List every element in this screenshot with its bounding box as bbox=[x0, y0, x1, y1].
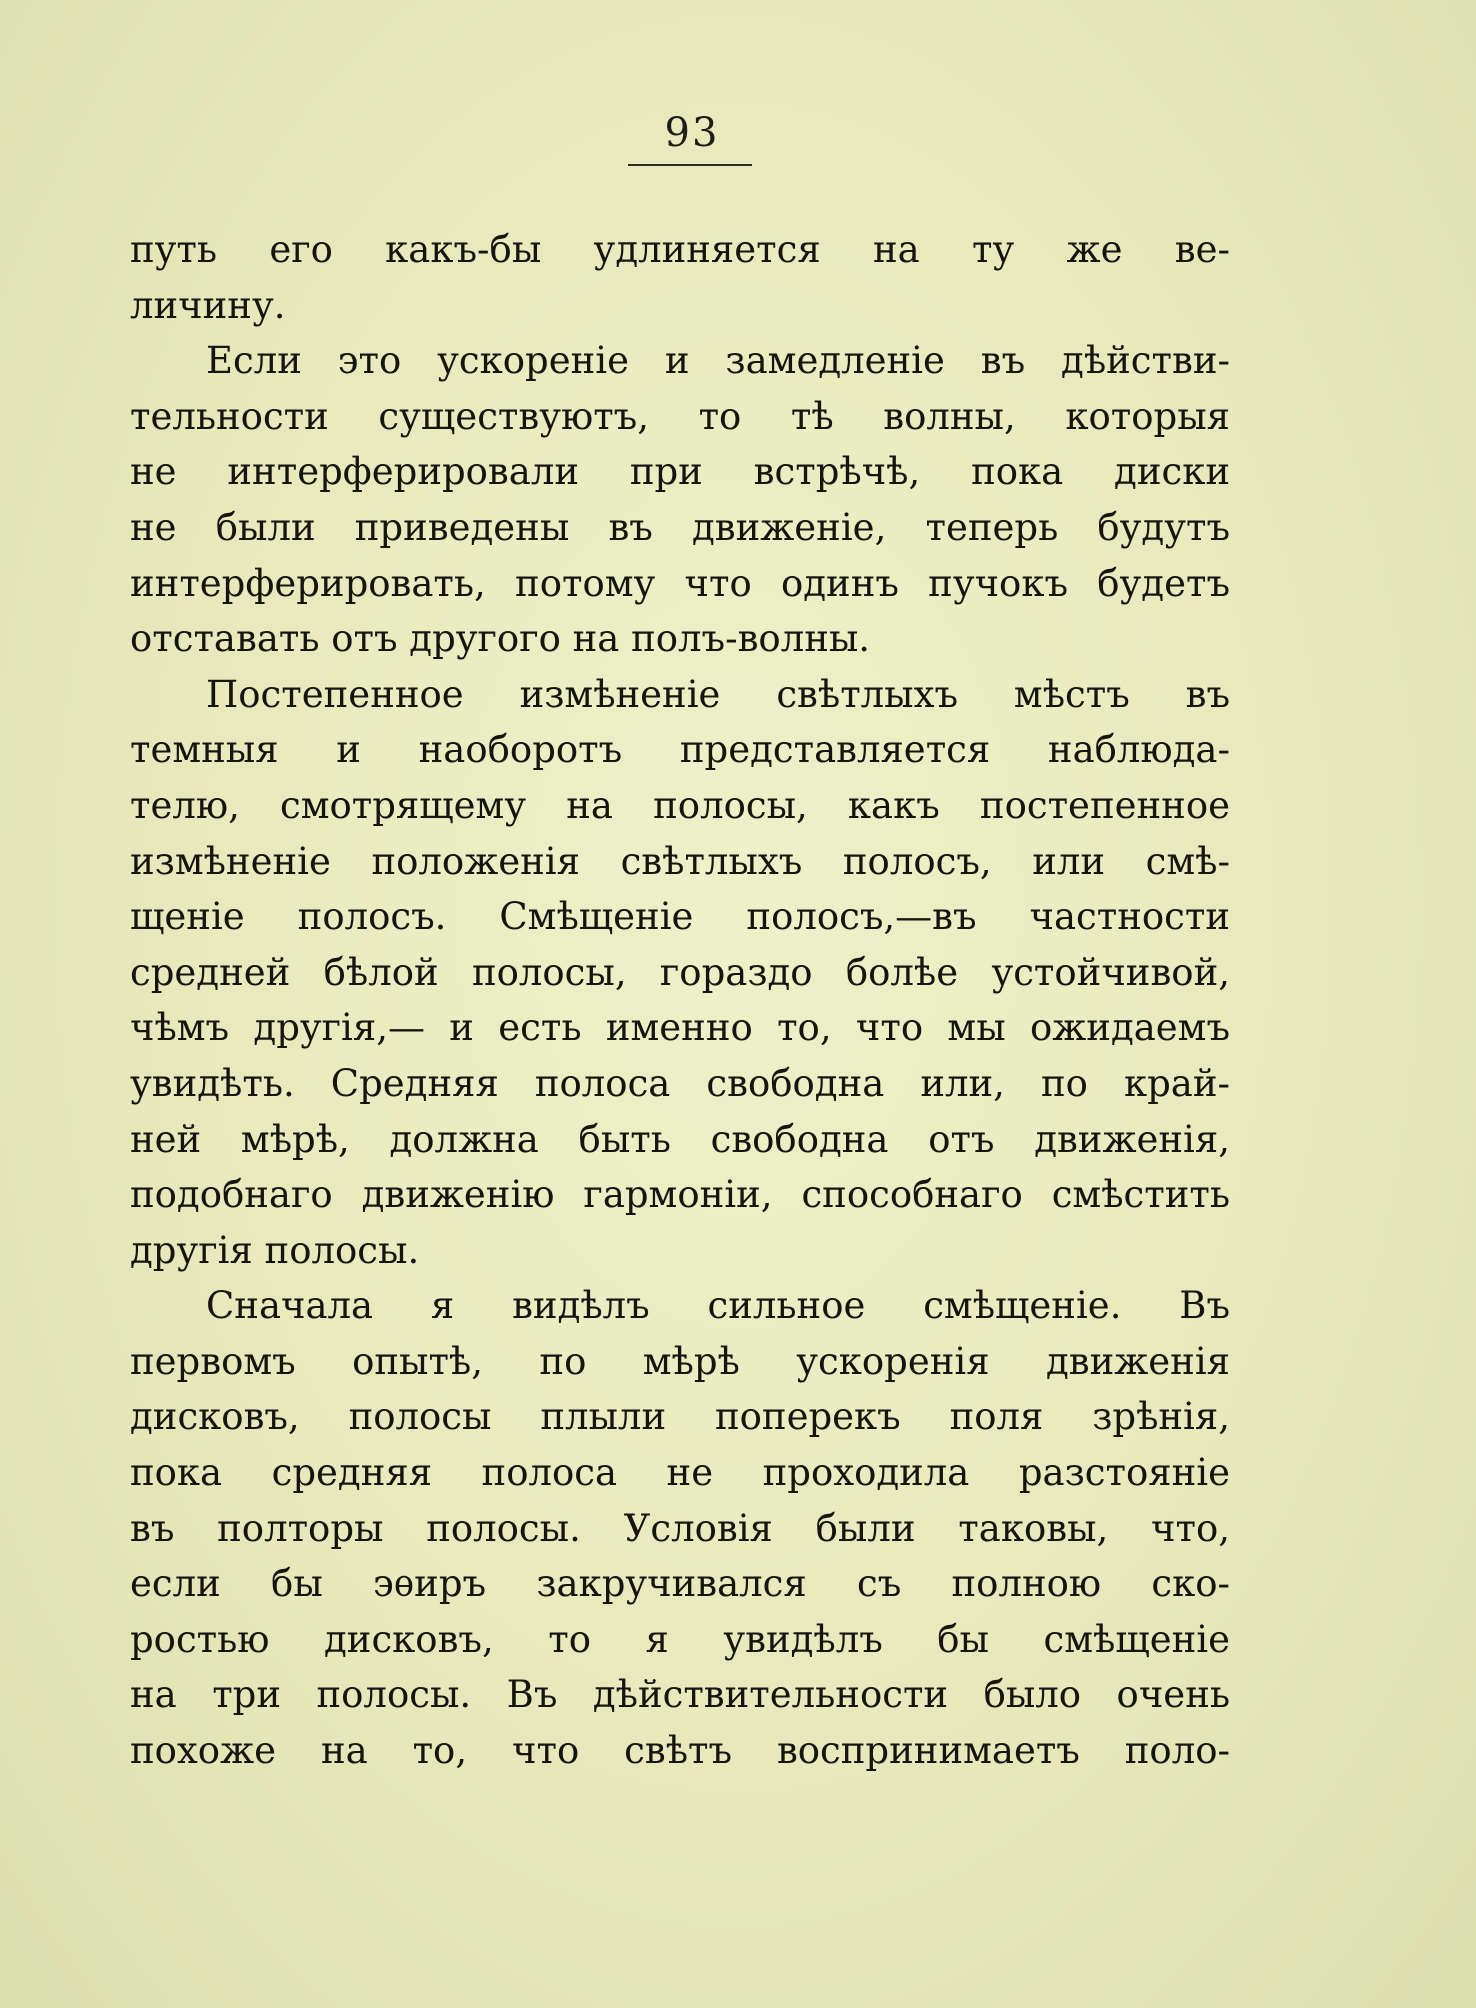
text-line: путь его какъ-бы удлиняется на ту же ве- bbox=[130, 228, 1230, 271]
text-line: отставать отъ другого на полъ-волны. bbox=[130, 617, 871, 661]
text-line: Постепенное измѣненіе свѣтлыхъ мѣстъ въ bbox=[206, 672, 1230, 716]
text-line: интерферировать, потому что одинъ пучокъ будетъ bbox=[130, 561, 1230, 605]
text-line: чѣмъ другія,— и есть именно то, что мы ожидаемъ bbox=[130, 1006, 1230, 1050]
page-number: 93 bbox=[664, 110, 720, 156]
text-line: другія полосы. bbox=[130, 1228, 420, 1272]
text-line: въ полторы полосы. Условія были таковы, что, bbox=[130, 1506, 1230, 1550]
text-line: темныя и наоборотъ представляется наблюда- bbox=[130, 728, 1230, 772]
text-line: средней бѣлой полосы, гораздо болѣе устойчивой, bbox=[130, 950, 1230, 994]
body-text bbox=[130, 222, 1230, 1779]
text-line: подобнаго движенію гармоніи, способнаго смѣстить bbox=[130, 1173, 1230, 1217]
text-line: пока средняя полоса не проходила разстояніе bbox=[130, 1451, 1230, 1495]
text-line: телю, смотрящему на полосы, какъ постепенное bbox=[130, 783, 1230, 827]
text-line: увидѣть. Средняя полоса свободна или, по край- bbox=[130, 1061, 1230, 1105]
text-line: похоже на то, что свѣтъ воспринимаетъ поло- bbox=[130, 1729, 1230, 1773]
text-line: ростью дисковъ, то я увидѣлъ бы смѣщеніе bbox=[130, 1617, 1230, 1661]
text-line: ней мѣрѣ, должна быть свободна отъ движенія, bbox=[130, 1117, 1230, 1161]
text-line: первомъ опытѣ, по мѣрѣ ускоренія движенія bbox=[130, 1339, 1230, 1383]
text-line: щеніе полосъ. Смѣщеніе полосъ,—въ частности bbox=[130, 895, 1230, 939]
text-line: личину. bbox=[130, 283, 286, 327]
text-line: Сначала я видѣлъ сильное смѣщеніе. Въ bbox=[206, 1284, 1230, 1328]
text-line: не интерферировали при встрѣчѣ, пока диски bbox=[130, 450, 1230, 494]
page-number-rule bbox=[628, 164, 752, 166]
text-line: если бы эѳиръ закручивался съ полною ско- bbox=[130, 1562, 1230, 1606]
text-line: на три полосы. Въ дѣйствительности было очень bbox=[130, 1673, 1230, 1717]
text-line: измѣненіе положенія свѣтлыхъ полосъ, или смѣ- bbox=[130, 839, 1230, 883]
text-line: Если это ускореніе и замедленіе въ дѣйстви- bbox=[206, 339, 1230, 383]
text-line: дисковъ, полосы плыли поперекъ поля зрѣнія, bbox=[130, 1395, 1230, 1439]
text-line: не были приведены въ движеніе, теперь будутъ bbox=[130, 505, 1230, 549]
text-line: тельности существуютъ, то тѣ волны, которыя bbox=[130, 394, 1230, 438]
